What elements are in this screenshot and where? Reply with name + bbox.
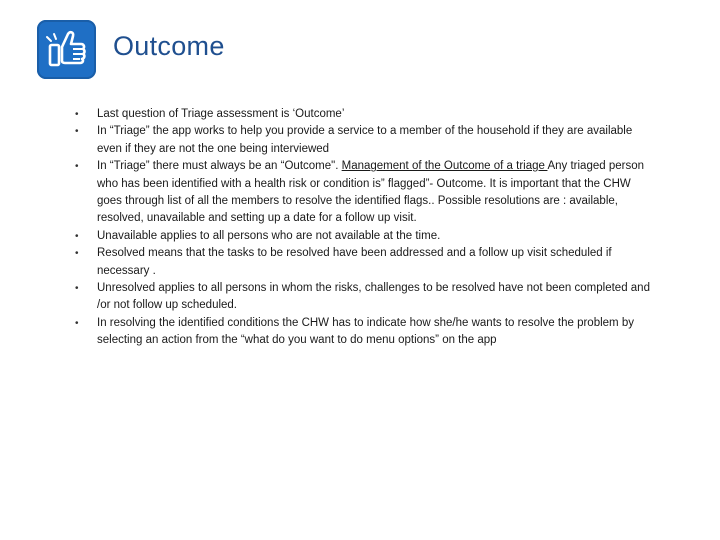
list-item	[75, 280, 655, 315]
bullet-text: Last question of Triage assessment is ‘Outcome’	[97, 108, 345, 120]
bullet-text: In “Triage” the app works to help you provide a service to a member of the household if they are available even if they are not the one being interviewed	[97, 125, 633, 155]
bullet-marker: •	[75, 248, 79, 260]
bullet-text: In resolving the identified conditions the CHW has to indicate how she/he wants to resolve the problem by selecting an action from the “what do you want to do menu options” on the app	[97, 316, 634, 347]
bullet-text-after: Any triaged person who has been identified with a health risk or condition is” flagged”- Outcome. It is important that the CHW goes through list of all the members to resolve the identified flags.. Possible resolutions are : available, resolved, unavailable and setting up a date for a follow up visit.	[97, 160, 645, 225]
list-item	[75, 106, 655, 123]
bullet-text-before: In “Triage” there must always be an “Outcome".	[97, 160, 342, 173]
bullet-marker: •	[75, 161, 79, 173]
bullet-text-underlined: Management of the Outcome of a triage	[341, 160, 548, 173]
list-item	[75, 315, 655, 350]
thumbs-up-logo	[37, 20, 96, 79]
bullet-marker: •	[75, 230, 79, 242]
bullet-text: Resolved means that the tasks to be resolved have been addressed and a follow up visit scheduled if necessary .	[97, 247, 612, 277]
bullet-marker: •	[75, 283, 79, 295]
thumbs-up-icon	[37, 20, 96, 79]
bullet-text: Unresolved applies to all persons in whom the risks, challenges to be resolved have not been completed and /or not follow up scheduled.	[97, 282, 650, 312]
bullet-marker: •	[75, 109, 79, 120]
bullet-text: Unavailable applies to all persons who are not available at the time.	[97, 229, 441, 242]
list-item	[75, 245, 655, 280]
list-item	[75, 123, 655, 158]
list-item	[75, 158, 655, 228]
bullet-marker: •	[75, 317, 79, 329]
bullet-marker: •	[75, 126, 79, 138]
list-item	[75, 228, 655, 245]
slide-title: Outcome	[113, 31, 225, 61]
bullet-list	[75, 106, 655, 350]
